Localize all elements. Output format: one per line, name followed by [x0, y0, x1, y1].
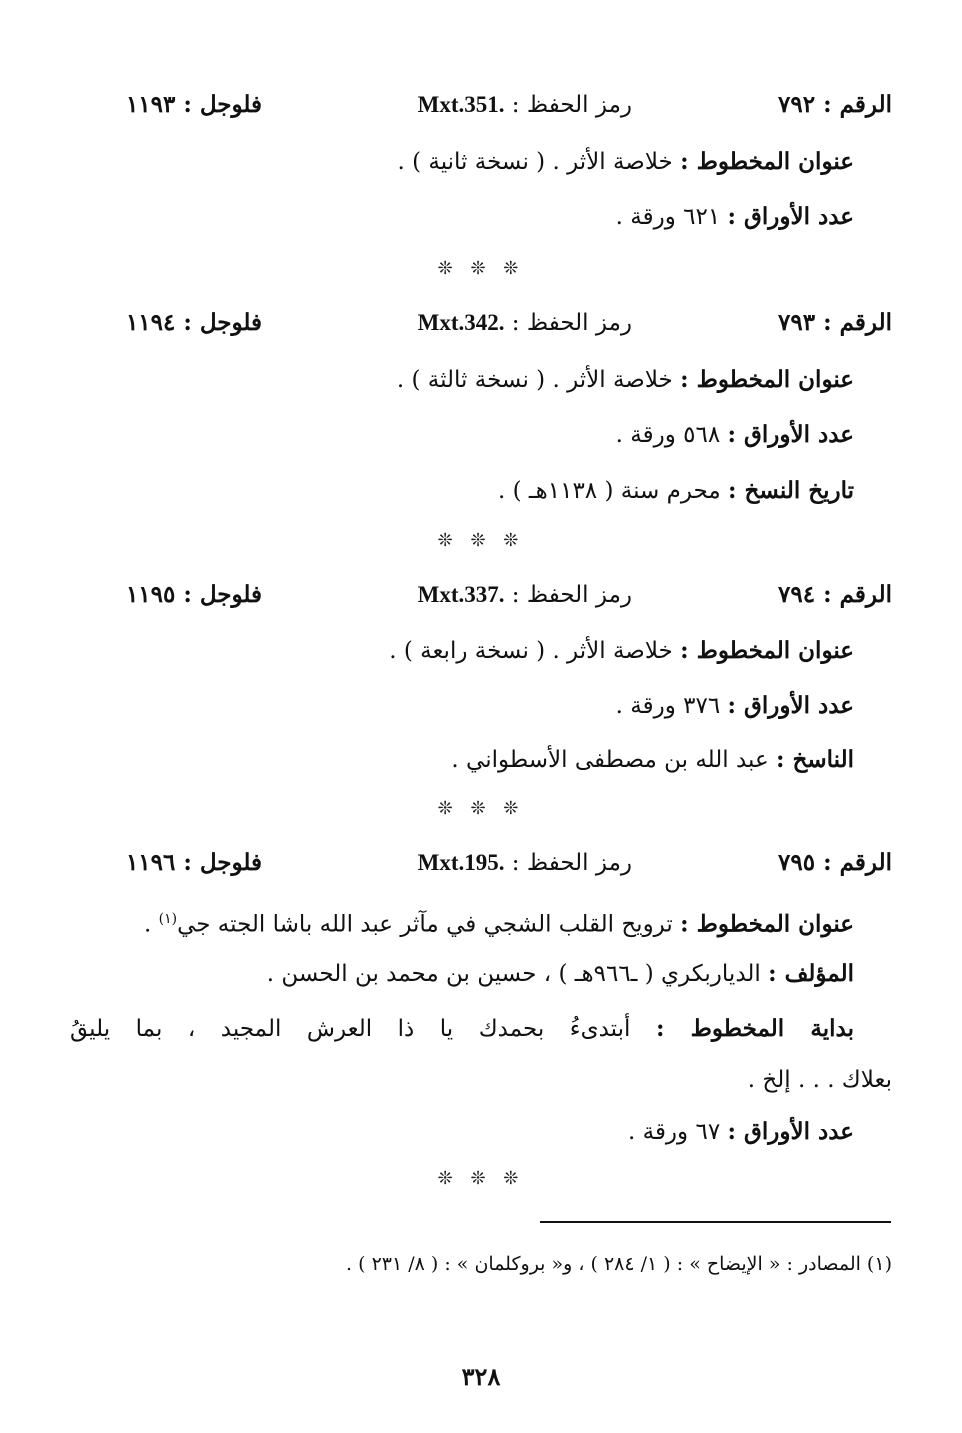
entry-title: عنوان المخطوط : خلاصة الأثر . ( نسخة ثالثة ) .	[396, 366, 854, 393]
footnote: (١) المصادر : « الإيضاح » : ( ١/ ٢٨٤ ) ، و« بروكلمان » : ( ٨/ ٢٣١ ) .	[346, 1253, 892, 1275]
separator: ❊ ❊ ❊	[437, 798, 525, 819]
entry-title: عنوان المخطوط : ترويح القلب الشجي في مآثر عبد الله باشا الجته جي$^{(١)}$ .	[144, 910, 854, 938]
entry-leaves: عدد الأوراق : ٦٧ ورقة .	[627, 1118, 854, 1145]
footnote-rule	[540, 1221, 891, 1223]
entry-code: رمز الحفظ : Mxt.337.	[417, 582, 632, 608]
separator: ❊ ❊ ❊	[437, 530, 525, 551]
entry-fluegel: فلوجل : ١١٩٥	[125, 581, 262, 608]
footnote-ref: (١)	[158, 911, 178, 927]
entry-number: الرقم : ٧٩٤	[778, 581, 892, 608]
entry-copyist: الناسخ : عبد الله بن مصطفى الأسطواني .	[451, 746, 854, 773]
separator: ❊ ❊ ❊	[437, 1168, 525, 1189]
entry-code: رمز الحفظ : Mxt.351.	[417, 92, 632, 118]
page-number: ٣٢٨	[461, 1362, 501, 1391]
separator: ❊ ❊ ❊	[437, 258, 525, 279]
entry-leaves: عدد الأوراق : ٣٧٦ ورقة .	[615, 692, 854, 719]
entry-leaves: عدد الأوراق : ٥٦٨ ورقة .	[615, 421, 854, 448]
entry-leaves: عدد الأوراق : ٦٢١ ورقة .	[615, 203, 854, 230]
entry-author: المؤلف : الدياربكري ( ـ٩٦٦هـ ) ، حسين بن محمد بن الحسن .	[266, 960, 854, 987]
entry-copy-date: تاريخ النسخ : محرم سنة ( ١١٣٨هـ ) .	[497, 477, 854, 504]
entry-code: رمز الحفظ : Mxt.342.	[417, 310, 632, 336]
entry-fluegel: فلوجل : ١١٩٣	[125, 91, 262, 118]
entry-number: الرقم : ٧٩٣	[778, 309, 892, 336]
entry-fluegel: فلوجل : ١١٩٦	[125, 849, 262, 876]
entry-number: الرقم : ٧٩٢	[778, 91, 892, 118]
entry-code: رمز الحفظ : Mxt.195.	[417, 850, 632, 876]
entry-incipit-continued: بعلاك . . . إلخ .	[747, 1067, 892, 1093]
entry-number: الرقم : ٧٩٥	[778, 849, 892, 876]
entry-incipit: بداية المخطوط : أبتدىءُ بحمدك يا ذا العرش المجيد ، بما يليقُ	[70, 1015, 855, 1042]
entry-title: عنوان المخطوط : خلاصة الأثر . ( نسخة ثانية ) .	[397, 148, 854, 175]
entry-title: عنوان المخطوط : خلاصة الأثر . ( نسخة رابعة ) .	[389, 637, 854, 664]
entry-fluegel: فلوجل : ١١٩٤	[125, 309, 262, 336]
